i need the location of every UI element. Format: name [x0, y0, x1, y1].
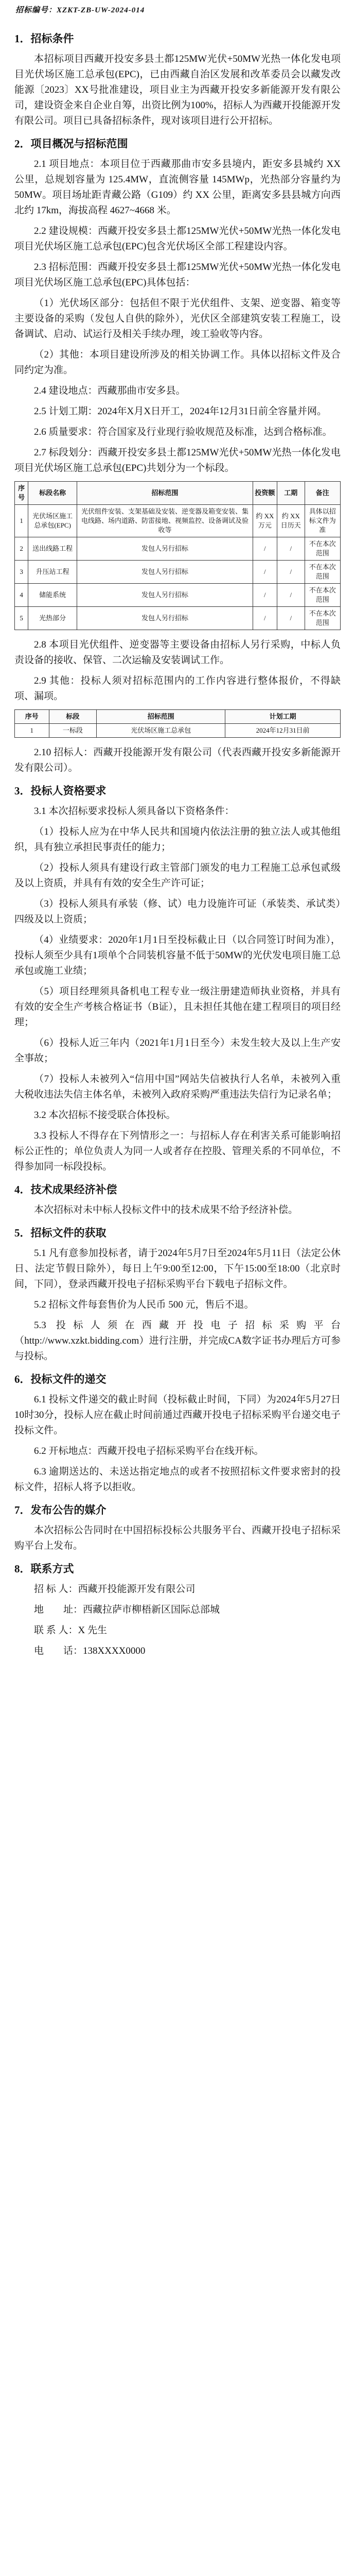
table-row	[15, 584, 341, 607]
paragraph: （1）光伏场区部分：包括但不限于光伏组件、支架、逆变器、箱变等主要设备的采购（发包人自供的除外），光伏区全部建筑安装工程施工，设备调试、启动、试运行及相关手续办理，竣工验收等内容。	[14, 298, 341, 340]
contact-line: 联 系 人：X 先生	[34, 1625, 107, 1636]
table-row	[15, 537, 341, 561]
table-header-cell: 招标范围	[77, 482, 253, 505]
table-cell: 5	[15, 607, 28, 630]
table-row	[15, 724, 341, 738]
table-cell: 发包人另行招标	[77, 537, 253, 561]
table-cell: 储能系统	[28, 584, 77, 607]
table-cell: 光伏场区施工总承包(EPC)	[28, 505, 77, 537]
table-header-cell: 计划工期	[225, 710, 341, 724]
table-cell: 2024年12月31日前	[225, 724, 341, 738]
table-cell: 3	[15, 561, 28, 584]
table-header-cell: 序号	[15, 482, 28, 505]
table-cell: /	[277, 561, 305, 584]
table-header-cell: 序号	[15, 710, 49, 724]
paragraph: （3）投标人须具有承装（修、试）电力设施许可证（承装类、承试类）四级及以上资质；	[14, 899, 341, 925]
paragraph: 3.2 本次招标不接受联合体投标。	[34, 1110, 176, 1121]
table-cell: 4	[15, 584, 28, 607]
paragraph: （2）投标人须具有建设行政主管部门颁发的电力工程施工总承包贰级及以上资质，并具有有效的安全生产许可证；	[14, 862, 341, 889]
paragraph: （7）投标人未被列入“信用中国”网站失信被执行人名单，未被列入重大税收违法失信主体名单，未被列入政府采购严重违法失信行为记录名单；	[14, 1074, 341, 1100]
table-cell: 不在本次范围	[305, 537, 340, 561]
paragraph: （2）其他：本项目建设所涉及的相关协调工作。具体以招标文件及合同约定为准。	[14, 349, 341, 376]
table-cell: 不在本次范围	[305, 561, 340, 584]
paragraph: 5.3 投标人须在西藏开投电子招标采购平台（http://www.xzkt.bidding.com）进行注册，并完成CA数字证书办理后方可参与投标。	[14, 1320, 341, 1362]
table-cell: 发包人另行招标	[77, 561, 253, 584]
table-row	[15, 505, 341, 537]
table-cell: 1	[15, 505, 28, 537]
table-cell: /	[253, 561, 277, 584]
table-header-cell: 标段	[49, 710, 97, 724]
paragraph: （1）投标人应为在中华人民共和国境内依法注册的独立法人或其他组织，具有独立承担民事责任的能力；	[14, 826, 341, 853]
table-cell: 发包人另行招标	[77, 607, 253, 630]
paragraph: 2.9 其他：投标人须对招标范围内的工作内容进行整体报价，不得缺项、漏项。	[14, 675, 341, 702]
section-table	[14, 709, 341, 738]
paragraph: 6.1 投标文件递交的截止时间（投标截止时间，下同）为2024年5月27日10时30分，投标人应在截止时间前通过西藏开投电子招标采购平台递交电子投标文件。	[14, 1394, 341, 1436]
section-title-8: 8．联系方式	[14, 1563, 74, 1575]
table-cell: /	[277, 537, 305, 561]
table-cell: /	[253, 607, 277, 630]
table-row	[15, 561, 341, 584]
paragraph: 2.1 项目地点：本项目位于西藏那曲市安多县境内，距安多县城约 XX 公里，总规划容量为 125.4MW，直流侧容量 145MWp，光热部分容量约为 50MW。项目场址距青藏公路（G109）约 XX 公里，距离安多县县城方向西北约 17km，海拔高程 4627~4668 米。	[14, 159, 341, 216]
table-header-cell: 标段名称	[28, 482, 77, 505]
paragraph: 2.7 标段划分：西藏开投安多县土都125MW光伏+50MW光热一体化发电项目光伏场区施工总承包(EPC)共划分为一个标段。	[14, 447, 341, 473]
paragraph: 3.1 本次招标要求投标人须具备以下资格条件：	[34, 806, 235, 817]
table-cell: 不在本次范围	[305, 607, 340, 630]
section-title-7: 7．发布公告的媒介	[14, 1504, 106, 1516]
table-header-cell: 工期	[277, 482, 305, 505]
table-header-cell: 招标范围	[97, 710, 225, 724]
paragraph: 2.10 招标人：西藏开投能源开发有限公司（代表西藏开投安多新能源开发有限公司）。	[14, 747, 341, 773]
section-title-3: 3．投标人资格要求	[14, 785, 106, 797]
paragraph: 6.2 开标地点：西藏开投电子招标采购平台在线开标。	[34, 1446, 264, 1456]
table-cell: 光伏组件安装、支架基础及安装、逆变器及箱变安装、集电线路、场内道路、防雷接地、视频监控、设备调试及验收等	[77, 505, 253, 537]
paragraph: 5.2 招标文件每套售价为人民币 500 元，售后不退。	[34, 1299, 254, 1310]
document-body	[14, 24, 341, 1664]
table-cell: 光热部分	[28, 607, 77, 630]
paragraph: 本次招标对未中标人投标文件中的技术成果不给予经济补偿。	[34, 1205, 298, 1215]
paragraph: 2.8 本项目光伏组件、逆变器等主要设备由招标人另行采购，中标人负责设备的接收、保管、二次运输及安装调试工作。	[14, 639, 341, 666]
table-header-row	[15, 482, 341, 505]
table-header-cell: 投资额	[253, 482, 277, 505]
table-cell: /	[277, 607, 305, 630]
paragraph: 5.1 凡有意参加投标者，请于2024年5月7日至2024年5月11日（法定公休日、法定节假日除外），每日上午9:00至12:00，下午15:00至18:00（北京时间，下同），登录西藏开投电子招标采购平台下载电子招标文件。	[14, 1248, 341, 1290]
table-cell: 光伏场区施工总承包	[97, 724, 225, 738]
table-cell: 一标段	[49, 724, 97, 738]
paragraph: （6）投标人近三年内（2021年1月1日至今）未发生较大及以上生产安全事故；	[14, 1038, 341, 1064]
table-cell: /	[253, 584, 277, 607]
table-header-cell: 备注	[305, 482, 340, 505]
paragraph: （4）业绩要求：2020年1月1日至投标截止日（以合同签订时间为准），投标人须至少具有1项单个合同装机容量不低于50MW的光伏发电项目施工总承包或施工业绩；	[14, 935, 341, 976]
table-cell: 2	[15, 537, 28, 561]
paragraph: 本招标项目西藏开投安多县土都125MW光伏+50MW光热一体化发电项目光伏场区施工总承包(EPC)，已由西藏自治区发展和改革委员会以藏发改能源〔2023〕XX号批准建设，项目业主为西藏开投安多新能源开发有限公司，建设资金来自企业自筹，出资比例为100%，招标人为西藏开投能源开发有限公司。项目已具备招标条件，现对该项目进行公开招标。	[14, 54, 341, 126]
paragraph: 6.3 逾期送达的、未送达指定地点的或者不按照招标文件要求密封的投标文件，招标人将予以拒收。	[14, 1466, 341, 1493]
table-row	[15, 607, 341, 630]
paragraph: 2.6 质量要求：符合国家及行业现行验收规范及标准，达到合格标准。	[34, 427, 332, 437]
contact-line: 电 话：138XXXX0000	[34, 1646, 146, 1656]
contact-line: 招 标 人：西藏开投能源开发有限公司	[34, 1584, 196, 1595]
section-title-2: 2．项目概况与招标范围	[14, 138, 128, 150]
paragraph: 2.3 招标范围：西藏开投安多县土都125MW光伏+50MW光热一体化发电项目光伏场区施工总承包(EPC)具体包括：	[14, 262, 341, 288]
table-cell: 1	[15, 724, 49, 738]
paragraph: 3.3 投标人不得存在下列情形之一：与招标人存在利害关系可能影响招标公正性的；单位负责人为同一人或者存在控股、管理关系的不同单位，不得参加同一标段投标。	[14, 1130, 341, 1172]
document-number: 招标编号：XZKT-ZB-UW-2024-014	[15, 6, 145, 14]
table-cell: /	[253, 537, 277, 561]
table-cell: 升压站工程	[28, 561, 77, 584]
table-cell: 不在本次范围	[305, 584, 340, 607]
table-header-row	[15, 710, 341, 724]
contact-line: 地 址：西藏拉萨市柳梧新区国际总部城	[34, 1604, 220, 1615]
paragraph: 2.4 建设地点：西藏那曲市安多县。	[34, 385, 186, 396]
paragraph: （5）项目经理须具备机电工程专业一级注册建造师执业资格，并具有有效的安全生产考核合格证书（B证），且未担任其他在建工程项目的项目经理；	[14, 986, 341, 1028]
section-title-4: 4．技术成果经济补偿	[14, 1183, 117, 1196]
section-title-1: 1．招标条件	[14, 32, 74, 45]
paragraph: 2.5 计划工期：2024年X月X日开工，2024年12月31日前全容量并网。	[34, 406, 327, 417]
section-title-5: 5．招标文件的获取	[14, 1227, 106, 1239]
table-cell: 约 XX 日历天	[277, 505, 305, 537]
table-cell: 发包人另行招标	[77, 584, 253, 607]
paragraph: 本次招标公告同时在中国招标投标公共服务平台、西藏开投电子招标采购平台上发布。	[14, 1525, 341, 1551]
table-cell: 送出线路工程	[28, 537, 77, 561]
table-cell: 具体以招标文件为准	[305, 505, 340, 537]
table-cell: 约 XX 万元	[253, 505, 277, 537]
scope-table	[14, 481, 341, 630]
section-title-6: 6．投标文件的递交	[14, 1373, 106, 1385]
paragraph: 2.2 建设规模：西藏开投安多县土都125MW光伏+50MW光热一体化发电项目光伏场区施工总承包(EPC)包含光伏场区全部工程建设内容。	[14, 226, 341, 252]
table-cell: /	[277, 584, 305, 607]
